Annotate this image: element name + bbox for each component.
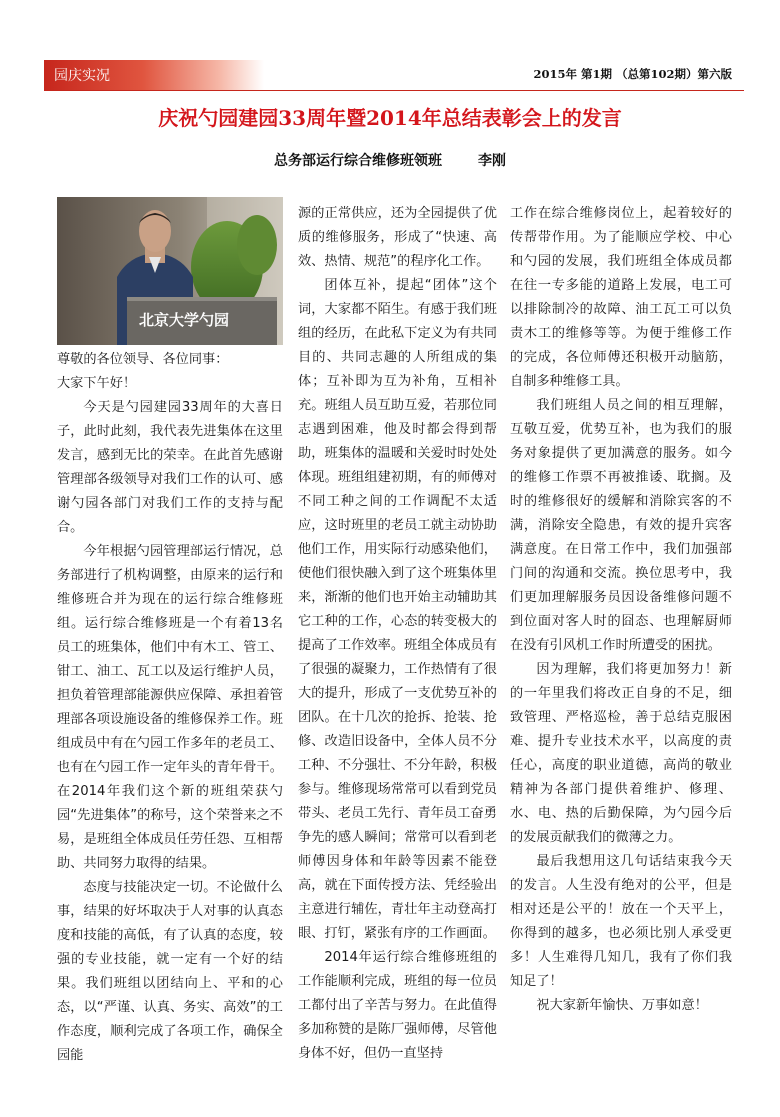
byline-name: 李刚 — [478, 153, 506, 169]
paragraph: 工作在综合维修岗位上，起着较好的传帮带作用。为了能顺应学校、中心和勺园的发展，我们班组全体成员都在往一专多能的道路上发展，电工可以排除制冷的故障、油工瓦工可以负责木工的维修等等。为便于维修工作的完成，各位师傅还积极开动脑筋，自制多种维修工具。 — [510, 206, 732, 389]
header-rule — [44, 90, 744, 91]
byline — [0, 150, 780, 170]
section-tab — [44, 60, 264, 90]
article-title: 庆祝勺园建园33周年暨2014年总结表彰会上的发言 — [158, 106, 622, 130]
paragraph: 最后我想用这几句话结束我今天的发言。人生没有绝对的公平，但是相对还是公平的！放在一个天平上，你得到的越多，也必须比别人承受更多！人生难得几知几，我有了你们我知足了！ — [510, 854, 732, 989]
paragraph: 2014年运行综合维修班组的工作能顺利完成，班组的每一位员工都付出了辛苦与努力。在此值得多加称赞的是陈厂强师傅，尽管他身体不好，但仍一直坚持 — [298, 950, 497, 1061]
column-3 — [510, 202, 732, 1018]
column-2 — [298, 202, 497, 1066]
banner-text: 北京大学勺园 — [139, 311, 230, 329]
paragraph: 大家下午好！ — [57, 376, 137, 391]
paragraph: 团体互补，提起“团体”这个词，大家都不陌生。有感于我们班组的经历，在此私下定义为有共同目的、共同志趣的人所组成的集体；互补即为互为补角，互相补充。班组人员互助互爱，若那位同志遇到困难，他及时都会得到帮助，班集体的温暖和关爱时时处处体现。班组组建初期，有的师傅对不同工种之间的工作调配不太适应，这时班里的老员工就主动协助他们工作，用实际行动感染他们，使他们很快融入到了这个班集体里来，渐渐的他们也开始主动辅助其它工种的工作，心态的转变极大的提高了工作效率。班组全体成员有了很强的凝聚力，工作热情有了很大的提升，形成了一支优势互补的团队。在十几次的抢拆、抢装、抢修、改造旧设备中，全体人员不分工种、不分强壮、不分年龄，积极参与。维修现场常常可以看到党员带头、老员工先行、青年员工奋勇争先的感人瞬间；常常可以看到老师傅因身体和年龄等因素不能登高，就在下面传授方法、凭经验出主意进行辅佐，青壮年主动登高打眼、打钉，紧张有序的工作画面。 — [298, 278, 497, 941]
paragraph: 态度与技能决定一切。不论做什么事，结果的好坏取决于人对事的认真态度和技能的高低，有了认真的态度，较强的专业技能，就一定有一个好的结果。我们班组以团结向上、平和的心态，以“严谨、认真、务实、高效”的工作态度，顺利完成了各项工作，确保全园能 — [57, 880, 283, 1063]
paragraph: 尊敬的各位领导、各位同事： — [57, 352, 229, 367]
paragraph: 祝大家新年愉快、万事如意！ — [536, 998, 708, 1013]
paragraph: 因为理解，我们将更加努力！新的一年里我们将改正自身的不足，细致管理、严格巡检，善于总结克服困难、提升专业技术水平，以高度的责任心，高度的职业道德，高尚的敬业精神为各部门提供着维护、修理、水、电、热的后勤保障，为勺园今后的发展贡献我们的微薄之力。 — [510, 662, 732, 845]
speaker-photo — [57, 197, 283, 345]
byline-role: 总务部运行综合维修班领班 — [274, 153, 442, 169]
paragraph: 今天是勺园建园33周年的大喜日子，此时此刻，我代表先进集体在这里发言，感到无比的荣幸。在此首先感谢管理部各级领导对我们工作的认可、感谢勺园各部门对我们工作的支持与配合。 — [57, 400, 283, 535]
paragraph: 我们班组人员之间的相互理解，互敬互爱，优势互补，也为我们的服务对象提供了更加满意的服务。如今的维修工作票不再被推诿、耽搁。及时的维修很好的缓解和消除宾客的不满，消除安全隐患，有效的提升宾客满意度。在日常工作中，我们加强部门间的沟通和交流。换位思考中，我们更加理解服务员因设备维修问题不到位面对客人时的囧态、也理解厨师在没有引风机工作时所遭受的困扰。 — [510, 398, 732, 653]
paragraph: 源的正常供应，还为全园提供了优质的维修服务，形成了“快速、高效、热情、规范”的程序化工作。 — [298, 206, 497, 269]
paragraph: 今年根据勺园管理部运行情况，总务部进行了机构调整，由原来的运行和维修班合并为现在的运行综合维修班组。运行综合维修班是一个有着13名员工的班集体，他们中有木工、管工、钳工、油工、瓦工以及运行维护人员，担负着管理部能源供应保障、承担着管理部各项设施设备的维修保养工作。班组成员中有在勺园工作多年的老员工、也有在勺园工作一定年头的青年骨干。在2014年我们这个新的班组荣获勺园“先进集体”的称号，这个荣誉来之不易，是班组全体成员任劳任怨、互相帮助、共同努力取得的结果。 — [57, 544, 283, 871]
issue-info: 2015年 第1期 （总第102期）第六版 — [533, 67, 732, 81]
section-label: 园庆实况 — [54, 68, 110, 84]
column-1 — [57, 348, 283, 1068]
